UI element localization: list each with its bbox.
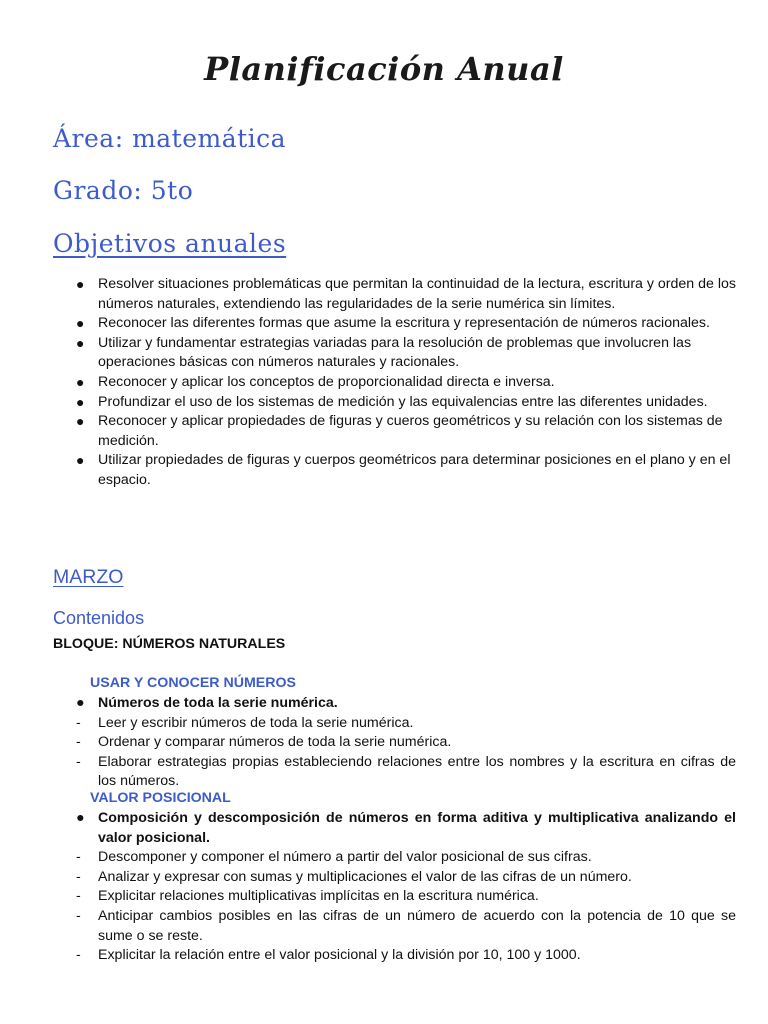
month-heading: MARZO (53, 566, 124, 588)
area-heading: Área: matemática (53, 124, 287, 153)
list-item: ● Utilizar y fundamentar estrategias variadas para la resolución de problemas que involucren las operaciones básicas con números naturales y racionales. (76, 334, 692, 371)
dash-icon: - (76, 753, 81, 770)
dash-icon: - (76, 868, 81, 885)
list-item: ● Reconocer las diferentes formas que asume la escritura y representación de números racionales. (76, 314, 736, 334)
valor-list (76, 809, 736, 966)
bullet-icon: ● (76, 413, 85, 430)
list-item: ● Composición y descomposición de números en forma aditiva y multiplicativa analizando el valor posicional. (76, 810, 736, 846)
dash-icon: - (76, 734, 81, 751)
dash-icon: - (76, 947, 81, 964)
bullet-icon: ● (76, 315, 85, 332)
dash-icon: - (76, 714, 81, 731)
list-item: ● Profundizar el uso de los sistemas de medición y las equivalencias entre las diferentes unidades. (76, 393, 736, 413)
list-item: ● Reconocer y aplicar los conceptos de proporcionalidad directa e inversa. (76, 373, 736, 393)
dash-icon: - (76, 907, 81, 924)
bullet-icon: ● (76, 334, 85, 351)
list-item: - Leer y escribir números de toda la serie numérica. (76, 714, 736, 734)
page-title: Planificación Anual (204, 50, 564, 88)
grado-heading: Grado: 5to (53, 176, 194, 205)
bullet-icon: ● (76, 695, 85, 711)
bullet-icon: ● (76, 452, 85, 469)
bullet-icon: ● (76, 276, 85, 292)
contenidos-heading: Contenidos (53, 608, 145, 628)
list-item: - Analizar y expresar con sumas y multiplicaciones el valor de las cifras de un número. (76, 868, 736, 888)
list-item: ● Resolver situaciones problemáticas que permitan la continuidad de la lectura, escritura y orden de los números naturales, extendiendo las regularidades de la serie numérica sin límites. (76, 276, 736, 312)
objetivos-heading: Objetivos anuales (53, 229, 287, 258)
list-item: - Anticipar cambios posibles en las cifras de un número de acuerdo con la potencia de 10 que se sume o se reste. (76, 907, 736, 944)
list-item: - Explicitar la relación entre el valor posicional y la división por 10, 100 y 1000. (76, 946, 736, 966)
usar-heading: USAR Y CONOCER NÚMEROS (90, 675, 297, 691)
list-item: - Elaborar estrategias propias estableciendo relaciones entre los nombres y la escritura en cifras de los números. (76, 753, 736, 790)
dash-icon: - (76, 888, 81, 905)
list-item: - Descomponer y componer el número a partir del valor posicional de sus cifras. (76, 848, 736, 868)
objetivos-list (76, 275, 736, 491)
valor-heading: VALOR POSICIONAL (90, 790, 231, 806)
bullet-icon: ● (76, 393, 85, 410)
bullet-icon: ● (76, 373, 85, 390)
list-item: ● Números de toda la serie numérica. (76, 694, 736, 714)
list-item: - Ordenar y comparar números de toda la serie numérica. (76, 733, 736, 753)
bullet-icon: ● (76, 810, 85, 826)
list-item: ● Reconocer y aplicar propiedades de figuras y cueros geométricos y su relación con los sistemas de medición. (76, 413, 723, 449)
list-item: - Explicitar relaciones multiplicativas implícitas en la escritura numérica. (76, 887, 736, 907)
dash-icon: - (76, 849, 81, 866)
bloque-heading: BLOQUE: NÚMEROS NATURALES (53, 636, 286, 652)
usar-list (76, 694, 736, 792)
list-item: ● Utilizar propiedades de figuras y cuerpos geométricos para determinar posiciones en el plano y en el espacio. (76, 452, 731, 488)
